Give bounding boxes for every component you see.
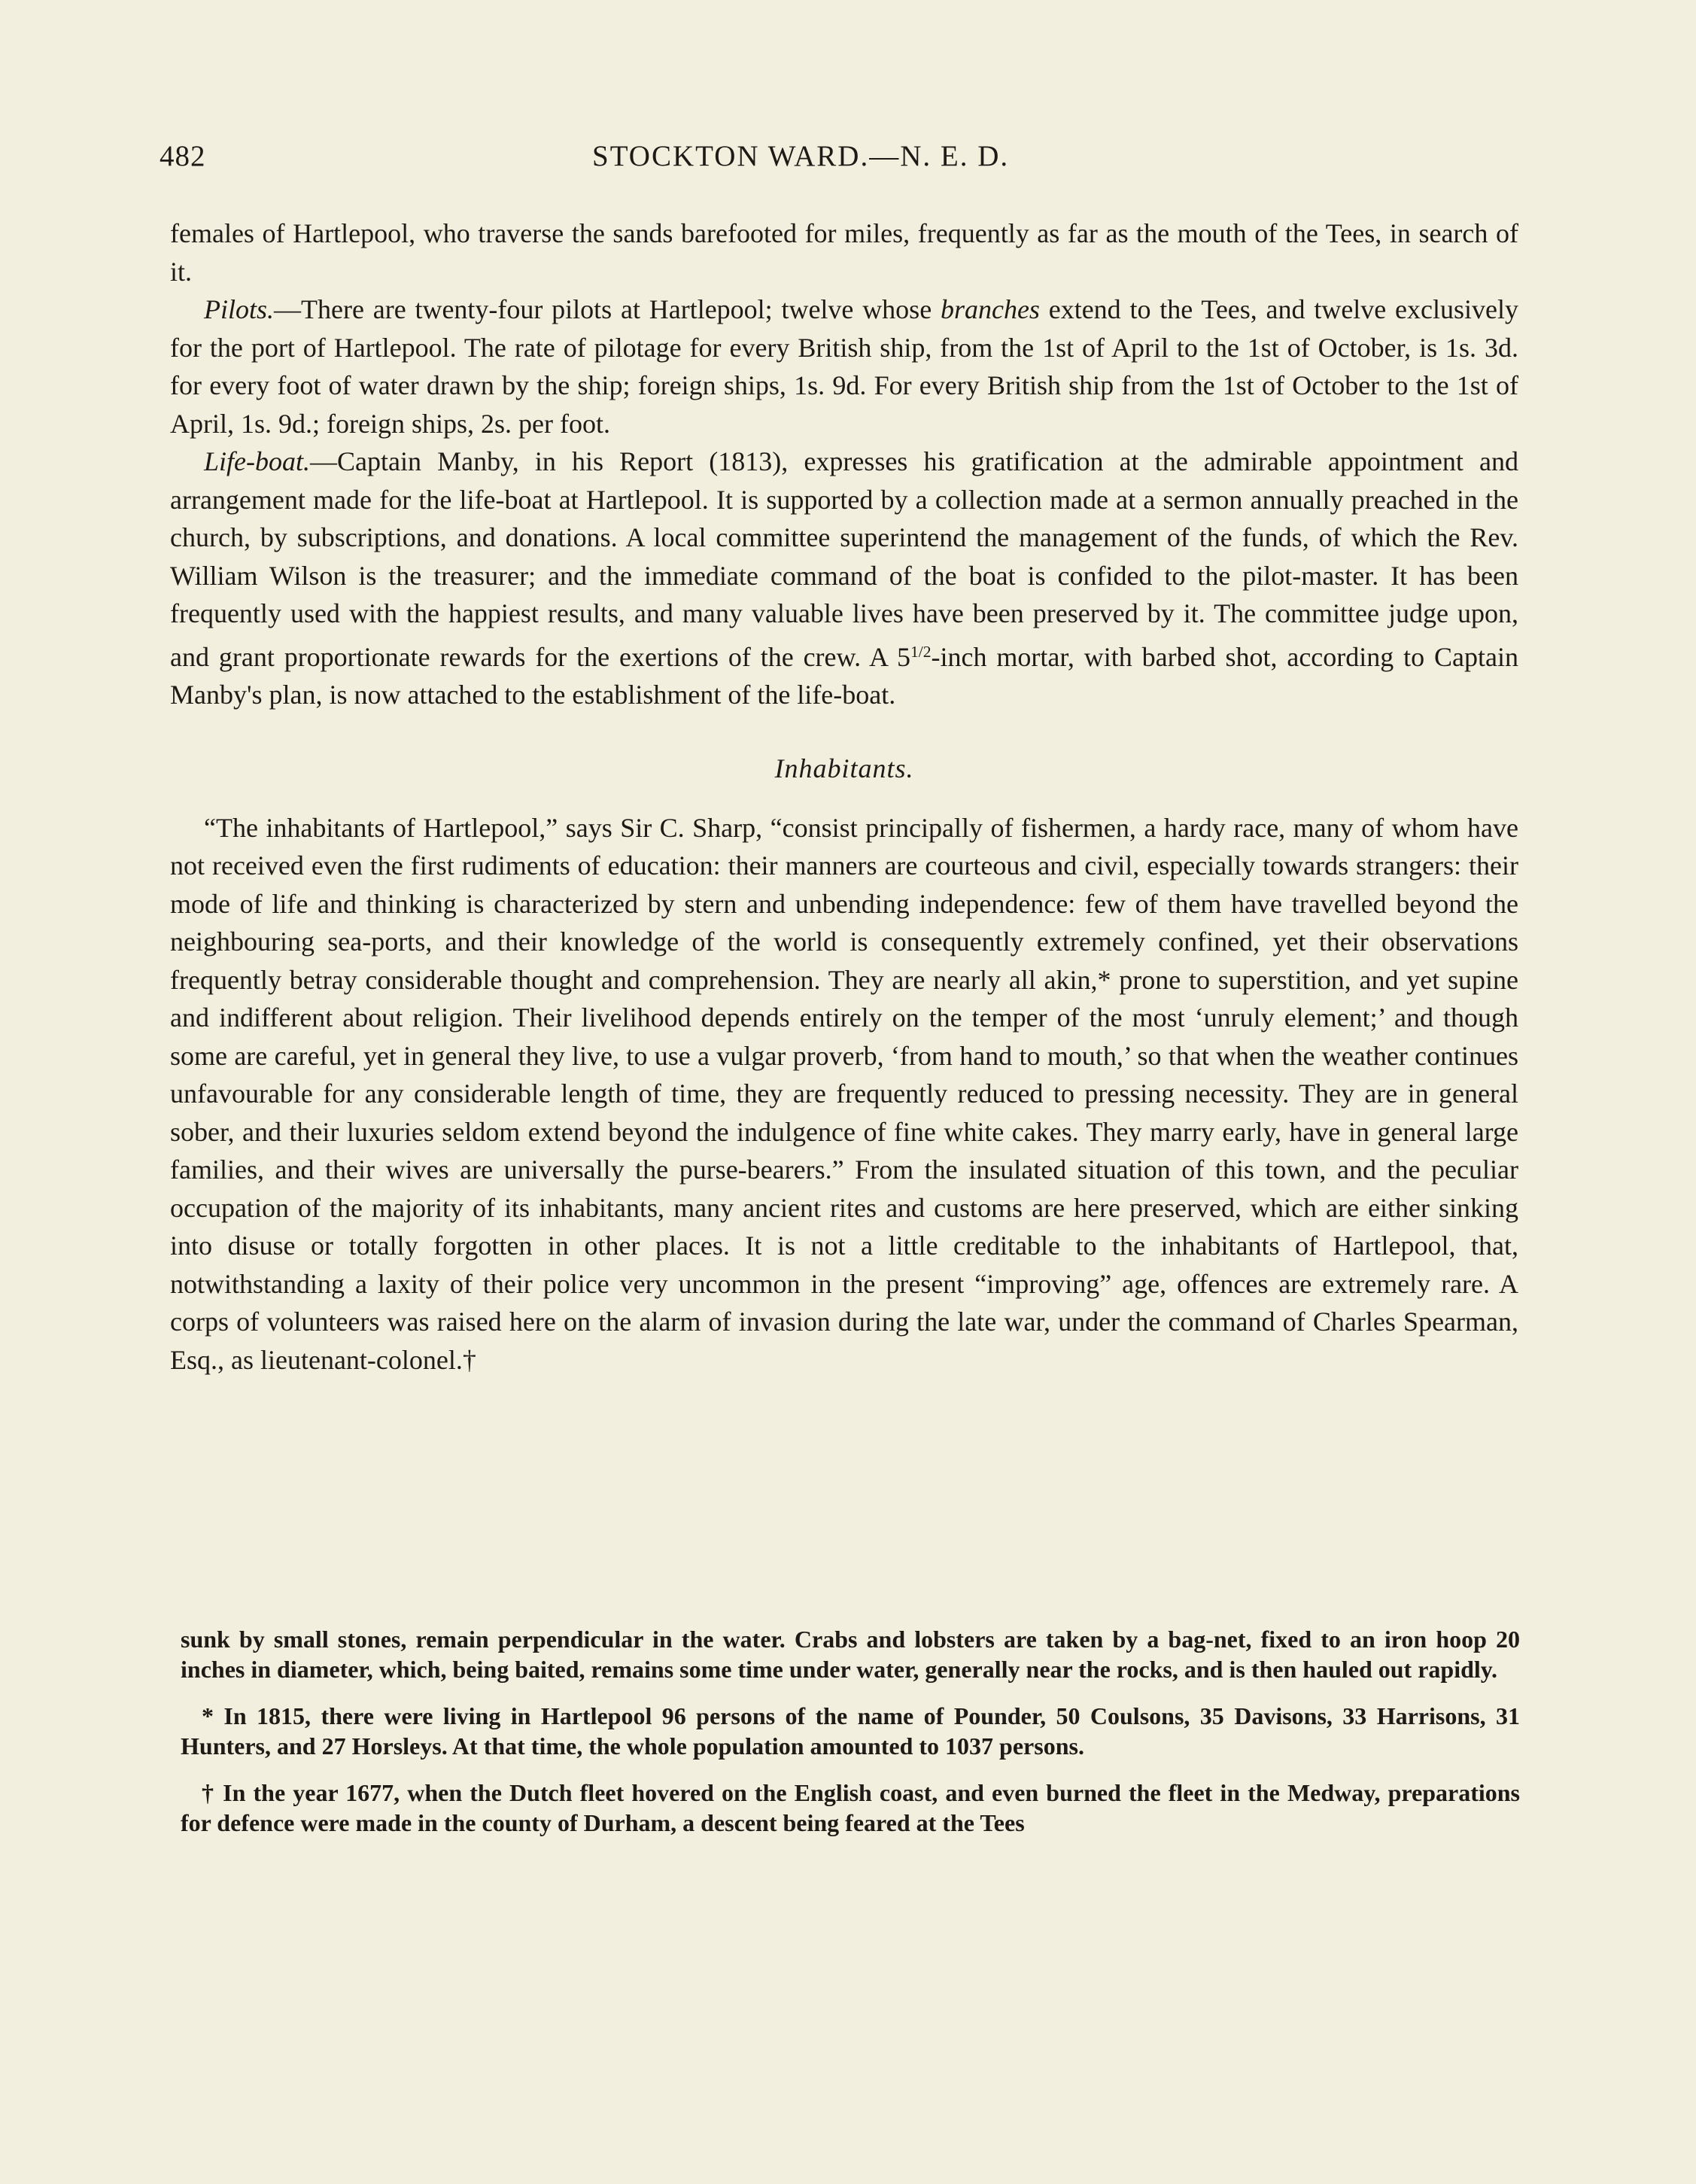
branches-term: branches [940, 294, 1040, 324]
footnote-asterisk: * In 1815, there were living in Hartlepool 96 persons of the name of Pounder, 50 Coulsons, 35 Davisons, 33 Harrisons, 31 Hunters, and 27 Horsleys. At that time, the whole population amounted to 1037 persons. [181, 1702, 1520, 1760]
footnote-dagger: † In the year 1677, when the Dutch fleet hovered on the English coast, and even burned the fleet in the Medway, preparations for defence were made in the county of Durham, a descent being feared at the Tees [181, 1779, 1520, 1836]
paragraph-continued: females of Hartlepool, who traverse the sands barefooted for miles, frequently as far as the mouth of the Tees, in search of it. [170, 218, 1518, 287]
body-text [170, 214, 1518, 1379]
lifeboat-run-in-heading: Life-boat. [204, 446, 310, 476]
paragraph-pilots [170, 290, 1518, 443]
paragraph-lifeboat [170, 443, 1518, 713]
page-number: 482 [160, 140, 206, 172]
running-head [160, 139, 1518, 178]
pilots-text-start: —There are twenty-four pilots at Hartlepool; twelve whose [274, 294, 941, 324]
pilots-text-end: extend to the Tees, and twelve exclusively for the port of Hartlepool. The rate of pilotage for every British ship, from the 1st of April to the 1st of October, is 1s. 3d. for every foot of water drawn by the ship; foreign ships, 1s. 9d. For every British ship from the 1st of October to the 1st of April, 1s. 9d.; foreign ships, 2s. per foot. [170, 294, 1519, 439]
half-fraction: 1/2 [910, 642, 932, 661]
section-heading-inhabitants: Inhabitants. [774, 753, 914, 784]
pilots-run-in-heading: Pilots. [204, 294, 275, 324]
footnotes [181, 1624, 1520, 1854]
paragraph-inhabitants: “The inhabitants of Hartlepool,” says Sir C. Sharp, “consist principally of fishermen, a hardy race, many of whom have not received even the first rudiments of education: their manners are courteous and civil, especially towards strangers: their mode of life and thinking is characterized by stern and unbending independence: few of them have travelled beyond the neighbouring sea-ports, and their knowledge of the world is consequently extremely confined, yet their observations frequently betray considerable thought and comprehension. They are nearly all akin,* prone to superstition, and yet supine and indifferent about religion. Their livelihood depends entirely on the temper of the most ‘unruly element;’ and though some are careful, yet in general they live, to use a vulgar proverb, ‘from hand to mouth,’ so that when the weather continues unfavourable for any considerable length of time, they are frequently reduced to pressing necessity. They are in general sober, and their luxuries seldom extend beyond the indulgence of fine white cakes. They marry early, have in general large families, and their wives are universally the purse-bearers.” From the insulated situation of this town, and the peculiar occupation of the majority of its inhabitants, many ancient rites and customs are here preserved, which are either sinking into disuse or totally forgotten in other places. It is not a little creditable to the inhabitants of Hartlepool, that, notwithstanding a laxity of their police very uncommon in the present “improving” age, offences are extremely rare. A corps of volunteers was raised here on the alarm of invasion during the late war, under the command of Charles Spearman, Esq., as lieutenant-colonel.† [170, 812, 1518, 1375]
footnote-continued: sunk by small stones, remain perpendicular in the water. Crabs and lobsters are taken by a bag-net, fixed to an iron hoop 20 inches in diameter, which, being baited, remains some time under water, generally near the rocks, and is then hauled out rapidly. [181, 1626, 1520, 1683]
lifeboat-text-start: —Captain Manby, in his Report (1813), expresses his gratification at the admirable appointment and arrangement made for the life-boat at Hartlepool. It is supported by a collection made at a sermon annually preached in the church, by subscriptions, and donations. A local committee superintend the management of the funds, of which the Rev. William Wilson is the treasurer; and the immediate command of the boat is confided to the pilot-master. It has been frequently used with the happiest results, and many valuable lives have been preserved by it. The committee judge upon, and grant proportionate rewards for the exertions of the crew. A 5 [170, 446, 1518, 672]
lifeboat-text-end: -inch mortar, with barbed shot, according to Captain Manby's plan, is now attached to the establishment of the life-boat. [170, 641, 1518, 710]
running-title: STOCKTON WARD.—N. E. D. [592, 140, 1010, 172]
